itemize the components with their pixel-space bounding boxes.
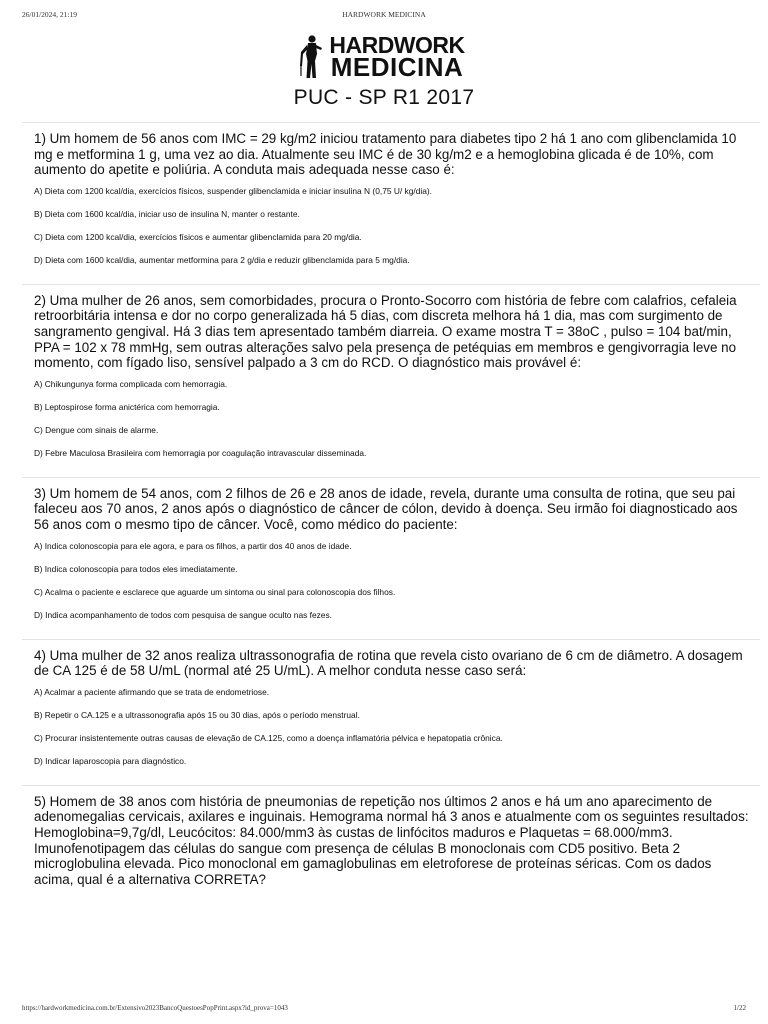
answer-option: A) Chikungunya forma complicada com hemorragia. bbox=[34, 378, 228, 389]
answer-option: C) Dieta com 1200 kcal/dia, exercícios físicos e aumentar glibenclamida para 20 mg/dia. bbox=[34, 231, 362, 242]
question-text: 2) Uma mulher de 26 anos, sem comorbidades, procura o Pronto-Socorro com história de febre com calafrios, cefaleia retroorbitária intensa e dor no corpo generalizada há 5 dias, com discreta melhora há 1 dia, mas com surgimento de sangramento gengival. Há 3 dias tem apresentado também diarreia. O exame mostra T = 38oC , pulso = 104 bat/min, PPA = 102 x 78 mmHg, sem outras alterações salvo pela presença de petéquias em membros e gengivorragia leve no momento, com fígado liso, sensível palpado a 3 cm do RCD. O diagnóstico mais provável é: bbox=[34, 292, 737, 371]
answer-option: D) Dieta com 1600 kcal/dia, aumentar metformina para 2 g/dia e reduzir glibenclamida para 5 mg/dia. bbox=[34, 254, 410, 265]
print-footer bbox=[22, 1004, 746, 1016]
question-block bbox=[22, 785, 760, 902]
question-text: 1) Um homem de 56 anos com IMC = 29 kg/m2 iniciou tratamento para diabetes tipo 2 há 1 ano com glibenclamida 10 mg e metformina 1 g, uma vez ao dia. Atualmente seu IMC é de 30 kg/m2 e a hemoglobina glicada é de 10%, com aumento do apetite e poliúria. A conduta mais adequada nesse caso é: bbox=[34, 131, 737, 178]
print-datetime: 26/01/2024, 21:19 bbox=[22, 10, 78, 19]
answer-option: B) Dieta com 1600 kcal/dia, iniciar uso de insulina N, manter o restante. bbox=[34, 208, 300, 219]
answer-option: C) Procurar insistentemente outras causas de elevação de CA.125, como a doença inflamatória pélvica e hepatopatia crônica. bbox=[34, 732, 503, 743]
answer-option: C) Dengue com sinais de alarme. bbox=[34, 424, 159, 435]
print-header bbox=[22, 10, 746, 22]
answer-option: D) Febre Maculosa Brasileira com hemorragia por coagulação intravascular disseminada. bbox=[34, 447, 367, 458]
answer-option: A) Indica colonoscopia para ele agora, e para os filhos, a partir dos 40 anos de idade. bbox=[34, 540, 352, 551]
warrior-figure-icon bbox=[298, 34, 324, 80]
question-text: 3) Um homem de 54 anos, com 2 filhos de 26 e 28 anos de idade, revela, durante uma consulta de rotina, que seu pai faleceu aos 70 anos, 2 anos após o diagnóstico de câncer de cólon, devido à doença. Seu irmão foi diagnosticado aos 56 anos com o mesmo tipo de câncer. Você, como médico do paciente: bbox=[34, 485, 738, 532]
logo-line-medicina: MEDICINA bbox=[330, 52, 464, 82]
answer-option: D) Indica acompanhamento de todos com pesquisa de sangue oculto nas fezes. bbox=[34, 609, 332, 620]
logo-text bbox=[326, 32, 468, 82]
question-block bbox=[22, 284, 760, 477]
answer-option: A) Dieta com 1200 kcal/dia, exercícios físicos, suspender glibenclamida e iniciar insulina N (0,75 U/ kg/dia). bbox=[34, 185, 432, 196]
answer-option: B) Leptospirose forma anictérica com hemorragia. bbox=[34, 401, 220, 412]
answer-option: A) Acalmar a paciente afirmando que se trata de endometriose. bbox=[34, 686, 270, 697]
page-number: 1/22 bbox=[733, 1004, 746, 1012]
print-url: https://hardworkmedicina.com.br/Extensivo2023BancoQuestoesPopPrint.aspx?id_prova=1043 bbox=[22, 1004, 288, 1012]
exam-title: PUC - SP R1 2017 bbox=[293, 86, 475, 109]
answer-option: B) Indica colonoscopia para todos eles imediatamente. bbox=[34, 563, 238, 574]
question-block bbox=[22, 477, 760, 639]
answer-option: B) Repetir o CA.125 e a ultrassonografia após 15 ou 30 dias, após o período menstrual. bbox=[34, 709, 360, 720]
question-text: 4) Uma mulher de 32 anos realiza ultrassonografia de rotina que revela cisto ovariano de 6 cm de diâmetro. A dosagem de CA 125 é de 58 U/mL (normal até 25 U/mL). A melhor conduta nesse caso será: bbox=[34, 647, 743, 679]
answer-option: C) Acalma o paciente e esclarece que aguarde um sintoma ou sinal para colonoscopia dos filhos. bbox=[34, 586, 396, 597]
question-block bbox=[22, 639, 760, 785]
question-block bbox=[22, 122, 760, 284]
hardwork-medicina-logo bbox=[298, 34, 468, 80]
question-text: 5) Homem de 38 anos com história de pneumonias de repetição nos últimos 2 anos e há um ano aparecimento de adenomegalias cervicais, axilares e inguinais. Hemograma normal há 3 anos e atualmente com os seguintes resultados: Hemoglobina=9,7g/dl, Leucócitos: 84.000/mm3 às custas de linfócitos maduros e Plaquetas = 68.000/mm3. Imunofenotipagem das células do sangue com presença de células B monoclonais com CD5 positivo. Beta 2 microglobulina elevada. Pico monoclonal em gamaglobulinas em eletroforese de proteínas séricas. Com os dados acima, qual é a alternativa CORRETA? bbox=[34, 793, 749, 887]
logo-line-hardwork: HARDWORK bbox=[329, 32, 465, 58]
question-list bbox=[22, 122, 760, 901]
answer-option: D) Indicar laparoscopia para diagnóstico. bbox=[34, 755, 187, 766]
print-header-title: HARDWORK MEDICINA bbox=[342, 10, 426, 19]
